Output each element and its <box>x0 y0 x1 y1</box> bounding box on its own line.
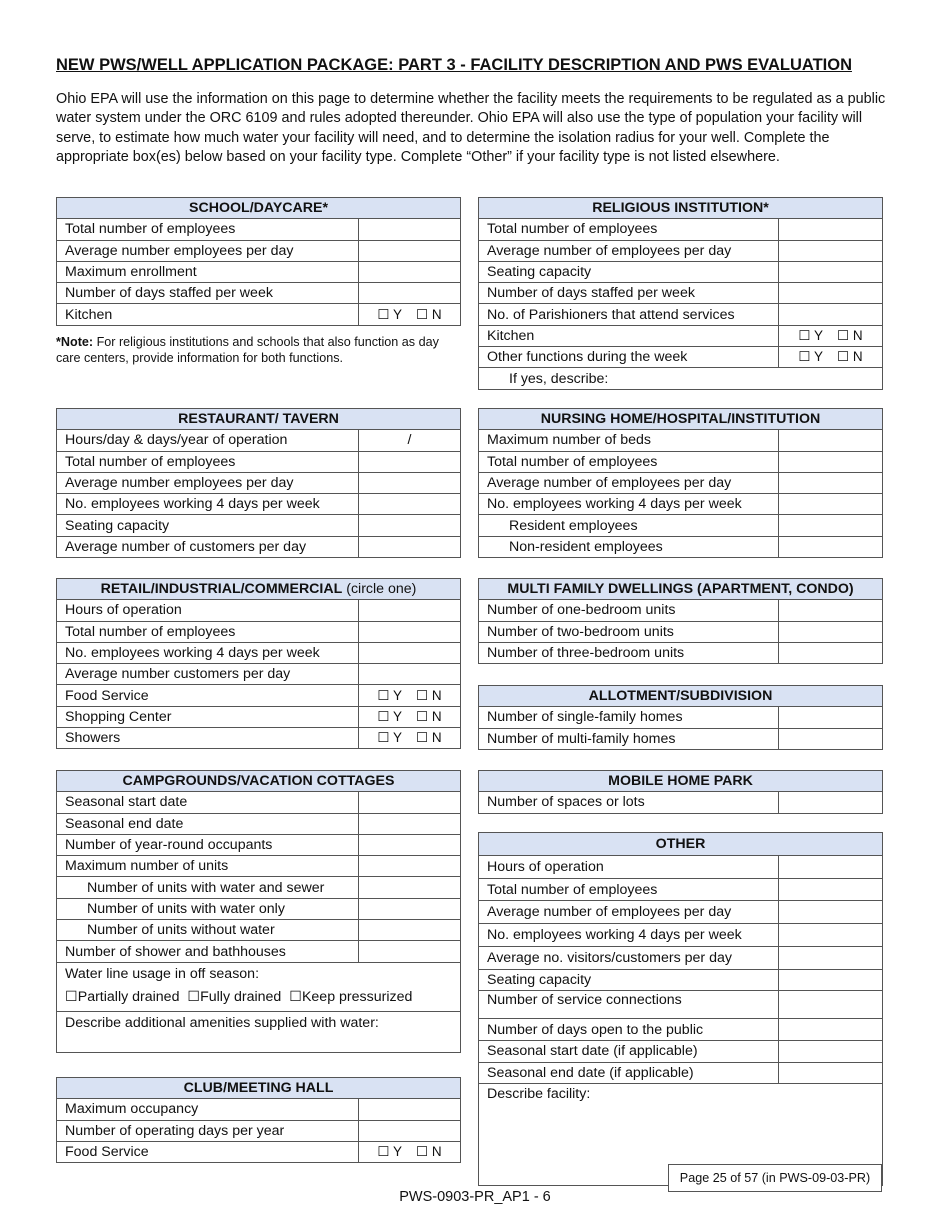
allotment-header: ALLOTMENT/SUBDIVISION <box>479 686 883 707</box>
water-line-usage <box>57 962 461 1011</box>
retail-row-label: Showers <box>57 728 359 749</box>
yes-label: Y <box>393 306 403 322</box>
retail-value-field[interactable] <box>359 664 461 685</box>
showers-yn[interactable] <box>359 728 461 749</box>
school-row-label: Kitchen <box>57 304 359 325</box>
checkbox-no[interactable]: ☐ <box>416 730 429 746</box>
kitchen-yn[interactable] <box>359 304 461 325</box>
camp-row-label: Maximum number of units <box>57 856 359 877</box>
school-note <box>56 334 446 366</box>
checkbox-no[interactable]: ☐ <box>416 687 429 703</box>
restaurant-row-label: Average number employees per day <box>57 472 359 493</box>
other-header: OTHER <box>479 833 883 856</box>
no-label: N <box>431 730 442 746</box>
religious-row-label: Seating capacity <box>479 261 779 282</box>
school-value-field[interactable] <box>359 240 461 261</box>
yes-label: Y <box>392 1144 402 1160</box>
hours-days-field[interactable]: / <box>359 430 461 451</box>
club-value-field[interactable] <box>359 1120 461 1141</box>
club-row-label: Number of operating days per year <box>57 1120 359 1141</box>
yes-label: Y <box>813 349 823 365</box>
other-table <box>478 832 883 1186</box>
religious-value-field[interactable] <box>779 219 883 240</box>
other-value-field[interactable] <box>779 947 883 970</box>
no-label: N <box>431 687 442 703</box>
club-row-label: Food Service <box>57 1141 359 1162</box>
nursing-row-label: Maximum number of beds <box>479 430 779 451</box>
other-row-label: Seasonal start date (if applicable) <box>479 1041 779 1062</box>
retail-industrial-table <box>56 578 461 749</box>
school-daycare-table <box>56 197 461 326</box>
other-value-field[interactable] <box>779 970 883 991</box>
no-label: N <box>852 349 863 365</box>
no-label: N <box>431 1144 442 1160</box>
page-number-box: Page 25 of 57 (in PWS-09-03-PR) <box>668 1164 882 1192</box>
nursing-value-field[interactable] <box>779 515 883 536</box>
water-line-options <box>65 986 460 1009</box>
religious-institution-table <box>478 197 883 390</box>
multi-family-table <box>478 578 883 664</box>
nursing-home-table <box>478 408 883 558</box>
school-value-field[interactable] <box>359 219 461 240</box>
campgrounds-header: CAMPGROUNDS/VACATION COTTAGES <box>57 771 461 792</box>
retail-value-field[interactable] <box>359 621 461 642</box>
nursing-row-label: Non-resident employees <box>479 536 779 557</box>
religious-row-label: Number of days staffed per week <box>479 283 779 304</box>
other-row-label: No. employees working 4 days per week <box>479 924 779 947</box>
religious-row-label: Other functions during the week <box>479 347 779 368</box>
intro-paragraph: Ohio EPA will use the information on this page to determine whether the facility meets the requirements to be regulated as a public water system under the ORC 6109 and rules adopted thereunder. Ohio EPA will also use the type of population your facility will serve, to estimate how much water your facility will need, and to determine the isolation radius for your well. Complete the appropriate box(es) below based on your facility type. Complete “Other” if your facility type is not listed elsewhere. <box>56 91 886 165</box>
religious-row-label: No. of Parishioners that attend services <box>479 304 779 325</box>
religious-row-label: Total number of employees <box>479 219 779 240</box>
allotment-value-field[interactable] <box>779 707 883 728</box>
allotment-row-label: Number of multi-family homes <box>479 728 779 749</box>
nursing-row-label: Average number of employees per day <box>479 472 779 493</box>
checkbox-no[interactable]: ☐ <box>416 1144 429 1160</box>
mobile-row-label: Number of spaces or lots <box>479 792 779 813</box>
restaurant-value-field[interactable] <box>359 472 461 493</box>
allotment-row-label: Number of single-family homes <box>479 707 779 728</box>
yes-label: Y <box>393 730 403 746</box>
nursing-value-field[interactable] <box>779 472 883 493</box>
checkbox-yes[interactable]: ☐ <box>377 1144 390 1160</box>
no-label: N <box>431 306 442 322</box>
allotment-value-field[interactable] <box>779 728 883 749</box>
food-service-yn[interactable] <box>359 685 461 706</box>
camp-value-field[interactable] <box>359 792 461 813</box>
camp-value-field[interactable] <box>359 856 461 877</box>
retail-row-label: Food Service <box>57 685 359 706</box>
school-value-field[interactable] <box>359 261 461 282</box>
school-row-label: Average number employees per day <box>57 240 359 261</box>
nursing-row-label: Total number of employees <box>479 451 779 472</box>
religious-row-label: Kitchen <box>479 325 779 346</box>
kitchen-yn[interactable] <box>779 325 883 346</box>
retail-header-title: RETAIL/INDUSTRIAL/COMMERCIAL <box>100 581 343 598</box>
multifamily-row-label: Number of one-bedroom units <box>479 600 779 621</box>
checkbox-yes[interactable]: ☐ <box>377 306 390 322</box>
religious-value-field[interactable] <box>779 240 883 261</box>
multifamily-row-label: Number of three-bedroom units <box>479 642 779 663</box>
nursing-row-label: No. employees working 4 days per week <box>479 494 779 515</box>
other-row-label: Total number of employees <box>479 879 779 901</box>
allotment-table <box>478 685 883 750</box>
school-header: SCHOOL/DAYCARE* <box>57 198 461 219</box>
option-label: Fully drained <box>200 988 282 1005</box>
other-value-field[interactable] <box>779 901 883 924</box>
multifamily-value-field[interactable] <box>779 621 883 642</box>
restaurant-row-label: Hours/day & days/year of operation <box>57 430 359 451</box>
checkbox-no[interactable]: ☐ <box>837 349 850 365</box>
checkbox-no[interactable]: ☐ <box>416 708 429 724</box>
amenities-field[interactable]: Describe additional amenities supplied with water: <box>57 1011 461 1052</box>
checkbox-keep-pressurized[interactable]: ☐ <box>289 988 302 1005</box>
retail-row-label: Total number of employees <box>57 621 359 642</box>
note-bold: *Note: <box>56 335 94 349</box>
nursing-row-label: Resident employees <box>479 515 779 536</box>
school-value-field[interactable] <box>359 283 461 304</box>
checkbox-fully-drained[interactable]: ☐ <box>187 988 201 1005</box>
other-value-field[interactable] <box>779 991 883 1019</box>
religious-value-field[interactable] <box>779 261 883 282</box>
footer-form-id: PWS-0903-PR_AP1 - 6 <box>399 1189 551 1205</box>
multifamily-value-field[interactable] <box>779 642 883 663</box>
checkbox-no[interactable]: ☐ <box>837 327 850 343</box>
nursing-value-field[interactable] <box>779 451 883 472</box>
retail-row-label: No. employees working 4 days per week <box>57 642 359 663</box>
campgrounds-table <box>56 770 461 1053</box>
religious-value-field[interactable] <box>779 304 883 325</box>
yes-label: Y <box>813 327 823 343</box>
camp-row-label: Number of units with water and sewer <box>57 877 359 898</box>
other-value-field[interactable] <box>779 1019 883 1041</box>
no-label: N <box>431 708 442 724</box>
no-label: N <box>852 327 863 343</box>
other-value-field[interactable] <box>779 1062 883 1083</box>
religious-header: RELIGIOUS INSTITUTION* <box>479 198 883 219</box>
school-row-label: Total number of employees <box>57 219 359 240</box>
nursing-value-field[interactable] <box>779 430 883 451</box>
multifamily-value-field[interactable] <box>779 600 883 621</box>
retail-header <box>57 579 461 600</box>
restaurant-row-label: Seating capacity <box>57 515 359 536</box>
camp-row-label: Seasonal end date <box>57 813 359 834</box>
camp-row-label: Number of year-round occupants <box>57 834 359 855</box>
checkbox-yes[interactable]: ☐ <box>798 327 811 343</box>
camp-row-label: Seasonal start date <box>57 792 359 813</box>
restaurant-header: RESTAURANT/ TAVERN <box>57 409 461 430</box>
other-row-label: Average number of employees per day <box>479 901 779 924</box>
camp-row-label: Number of units with water only <box>57 898 359 919</box>
mobile-header: MOBILE HOME PARK <box>479 771 883 792</box>
restaurant-value-field[interactable] <box>359 515 461 536</box>
restaurant-value-field[interactable] <box>359 494 461 515</box>
camp-value-field[interactable] <box>359 834 461 855</box>
other-functions-yn[interactable] <box>779 347 883 368</box>
other-row-label: Number of days open to the public <box>479 1019 779 1041</box>
other-row-label: Seating capacity <box>479 970 779 991</box>
religious-row-label: Average number of employees per day <box>479 240 779 261</box>
camp-row-label: Number of shower and bathhouses <box>57 941 359 962</box>
restaurant-row-label: No. employees working 4 days per week <box>57 494 359 515</box>
nursing-value-field[interactable] <box>779 494 883 515</box>
religious-value-field[interactable] <box>779 283 883 304</box>
other-row-label: Hours of operation <box>479 856 779 879</box>
school-row-label: Number of days staffed per week <box>57 283 359 304</box>
retail-value-field[interactable] <box>359 600 461 621</box>
yes-label: Y <box>393 687 403 703</box>
multifamily-row-label: Number of two-bedroom units <box>479 621 779 642</box>
describe-field[interactable]: If yes, describe: <box>479 368 883 389</box>
camp-value-field[interactable] <box>359 920 461 941</box>
camp-value-field[interactable] <box>359 877 461 898</box>
note-text: For religious institutions and schools that also function as day care centers, provide information for both functions. <box>56 335 439 365</box>
other-value-field[interactable] <box>779 1041 883 1062</box>
retail-value-field[interactable] <box>359 642 461 663</box>
describe-facility-field[interactable]: Describe facility: <box>479 1083 883 1185</box>
other-row-label: Seasonal end date (if applicable) <box>479 1062 779 1083</box>
club-row-label: Maximum occupancy <box>57 1099 359 1120</box>
restaurant-value-field[interactable] <box>359 536 461 557</box>
camp-value-field[interactable] <box>359 898 461 919</box>
food-service-yn[interactable] <box>359 1141 461 1162</box>
checkbox-yes[interactable]: ☐ <box>798 349 811 365</box>
checkbox-yes[interactable]: ☐ <box>377 730 390 746</box>
retail-row-label: Shopping Center <box>57 706 359 727</box>
retail-row-label: Hours of operation <box>57 600 359 621</box>
other-row-label: Average no. visitors/customers per day <box>479 947 779 970</box>
option-label: Partially drained <box>77 988 180 1005</box>
restaurant-row-label: Total number of employees <box>57 451 359 472</box>
retail-row-label: Average number customers per day <box>57 664 359 685</box>
other-row-label: Number of service connections <box>479 991 779 1019</box>
checkbox-no[interactable]: ☐ <box>416 306 429 322</box>
other-value-field[interactable] <box>779 879 883 901</box>
checkbox-yes[interactable]: ☐ <box>377 687 390 703</box>
shopping-center-yn[interactable] <box>359 706 461 727</box>
school-row-label: Maximum enrollment <box>57 261 359 282</box>
other-value-field[interactable] <box>779 856 883 879</box>
restaurant-value-field[interactable] <box>359 451 461 472</box>
multifamily-header: MULTI FAMILY DWELLINGS (APARTMENT, CONDO) <box>479 579 883 600</box>
club-header: CLUB/MEETING HALL <box>57 1078 461 1099</box>
mobile-home-park-table <box>478 770 883 814</box>
restaurant-row-label: Average number of customers per day <box>57 536 359 557</box>
restaurant-tavern-table <box>56 408 461 558</box>
club-value-field[interactable] <box>359 1099 461 1120</box>
camp-value-field[interactable] <box>359 941 461 962</box>
checkbox-partially-drained[interactable]: ☐ <box>65 988 78 1005</box>
other-value-field[interactable] <box>779 924 883 947</box>
yes-label: Y <box>393 708 403 724</box>
camp-row-label: Number of units without water <box>57 920 359 941</box>
camp-value-field[interactable] <box>359 813 461 834</box>
water-line-label: Water line usage in off season: <box>65 965 260 982</box>
mobile-value-field[interactable] <box>779 792 883 813</box>
page-title: NEW PWS/WELL APPLICATION PACKAGE: PART 3 - FACILITY DESCRIPTION AND PWS EVALUATION <box>56 56 852 74</box>
nursing-header: NURSING HOME/HOSPITAL/INSTITUTION <box>479 409 883 430</box>
retail-header-note: (circle one) <box>342 581 417 598</box>
checkbox-yes[interactable]: ☐ <box>377 708 390 724</box>
option-label: Keep pressurized <box>301 988 413 1005</box>
nursing-value-field[interactable] <box>779 536 883 557</box>
club-meeting-hall-table <box>56 1077 461 1163</box>
